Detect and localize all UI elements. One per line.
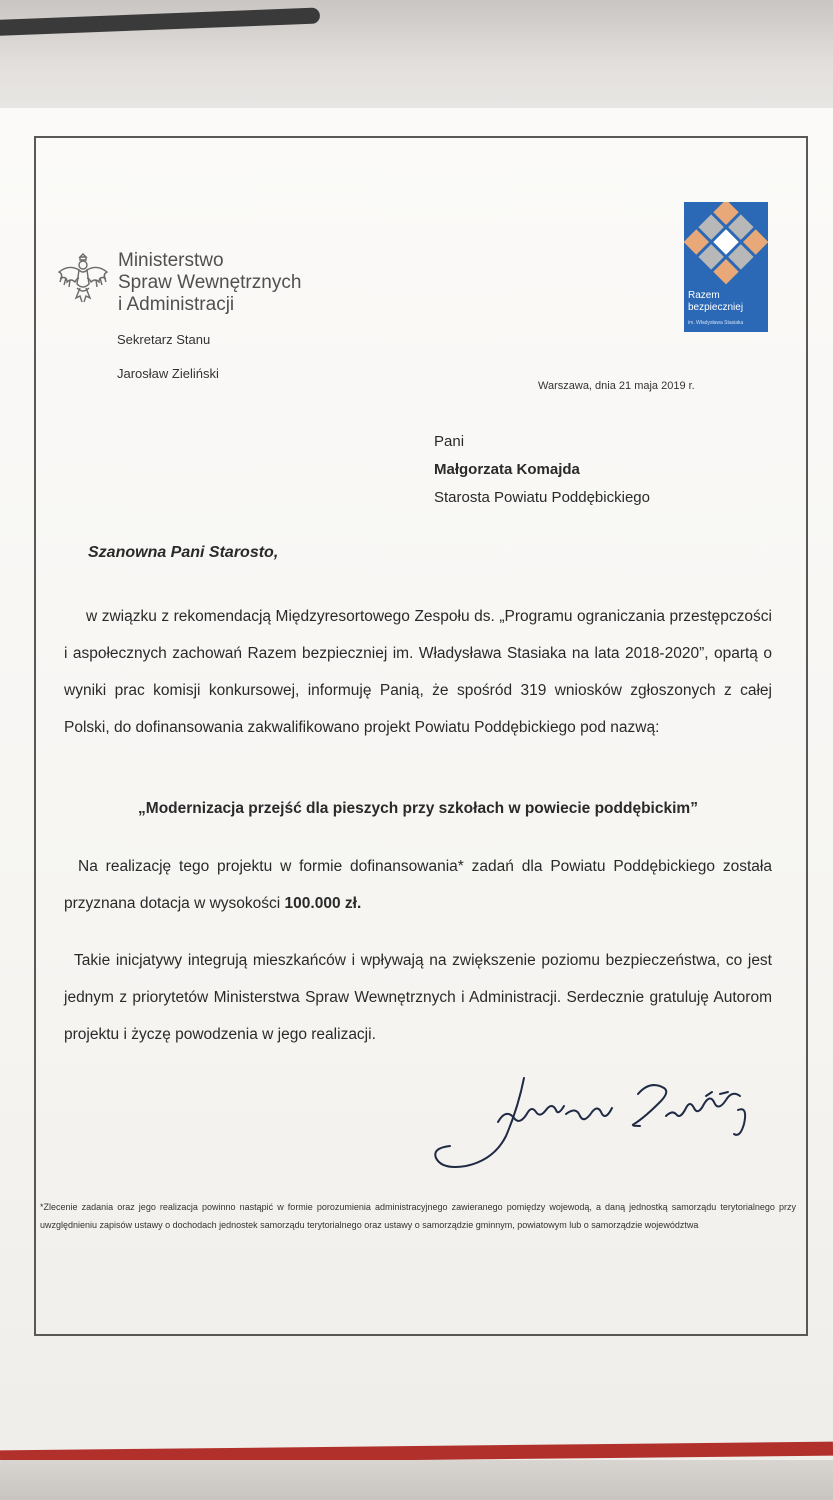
recipient-block xyxy=(434,428,650,512)
eagle-emblem-icon xyxy=(56,248,110,308)
project-title: „Modernizacja przejść dla pieszych przy szkołach w powiecie poddębickim” xyxy=(138,800,698,817)
logo-text-line: bezpieczniej xyxy=(688,302,744,313)
logo-subtext: im. Władysława Stasiaka xyxy=(688,320,744,326)
secretary-name: Jarosław Zieliński xyxy=(117,366,219,381)
ministry-name-line: i Administracji xyxy=(118,294,235,315)
razem-bezpieczniej-logo xyxy=(684,202,768,332)
handwritten-signature xyxy=(420,1070,780,1180)
table-edge xyxy=(0,1460,833,1500)
paragraph-2-text: Na realizację tego projektu w formie dofinansowania* zadań dla Powiatu Poddębickiego została przyznana dotacja w wysokości xyxy=(64,858,772,912)
recipient-title: Pani xyxy=(434,433,465,450)
logo-pattern-icon xyxy=(684,202,768,290)
body-paragraph-2 xyxy=(64,848,772,922)
recipient-position: Starosta Powiatu Poddębickiego xyxy=(434,489,650,506)
body-paragraph-1: w związku z rekomendacją Międzyresortowego Zespołu ds. „Programu ograniczania przestępczości i aspołecznych zachowań Razem bezpieczniej im. Władysława Stasiaka na lata 2018-2020”, opartą o wyniki prac komisji konkursowej, informuję Panią, że spośród 319 wniosków zgłoszonych z całej Polski, do dofinansowania zakwalifikowano projekt Powiatu Poddębickiego pod nazwą: xyxy=(64,608,772,736)
logo-text-line: Razem xyxy=(688,290,720,301)
grant-amount: 100.000 zł. xyxy=(284,895,362,912)
recipient-name: Małgorzata Komajda xyxy=(434,461,580,478)
footnote: *Zlecenie zadania oraz jego realizacja powinno nastąpić w formie porozumienia administracyjnego zawieranego pomiędzy wojewodą, a daną jednostką samorządu terytorialnego przy uwzględnieniu zapisów ustawy o dochodach jednostek samorządu terytorialnego oraz ustawy o samorządzie gminnym, powiatowym lub o samorządzie województwa xyxy=(40,1202,796,1230)
salutation: Szanowna Pani Starosto, xyxy=(88,544,279,561)
ministry-name-line: Ministerstwo xyxy=(118,250,224,271)
body-paragraph-3: Takie inicjatywy integrują mieszkańców i wpływają na zwiększenie poziomu bezpieczeństwa, co jest jednym z priorytetów Ministerstwa Spraw Wewnętrznych i Administracji. Serdecznie gratuluję Autorom projektu i życzę powodzenia w jego realizacji. xyxy=(64,952,772,1043)
secretary-role: Sekretarz Stanu xyxy=(117,332,211,347)
letter-date: Warszawa, dnia 21 maja 2019 r. xyxy=(538,380,695,392)
ministry-name xyxy=(118,250,378,316)
logo-text xyxy=(688,290,743,314)
ministry-name-line: Spraw Wewnętrznych xyxy=(118,272,302,293)
